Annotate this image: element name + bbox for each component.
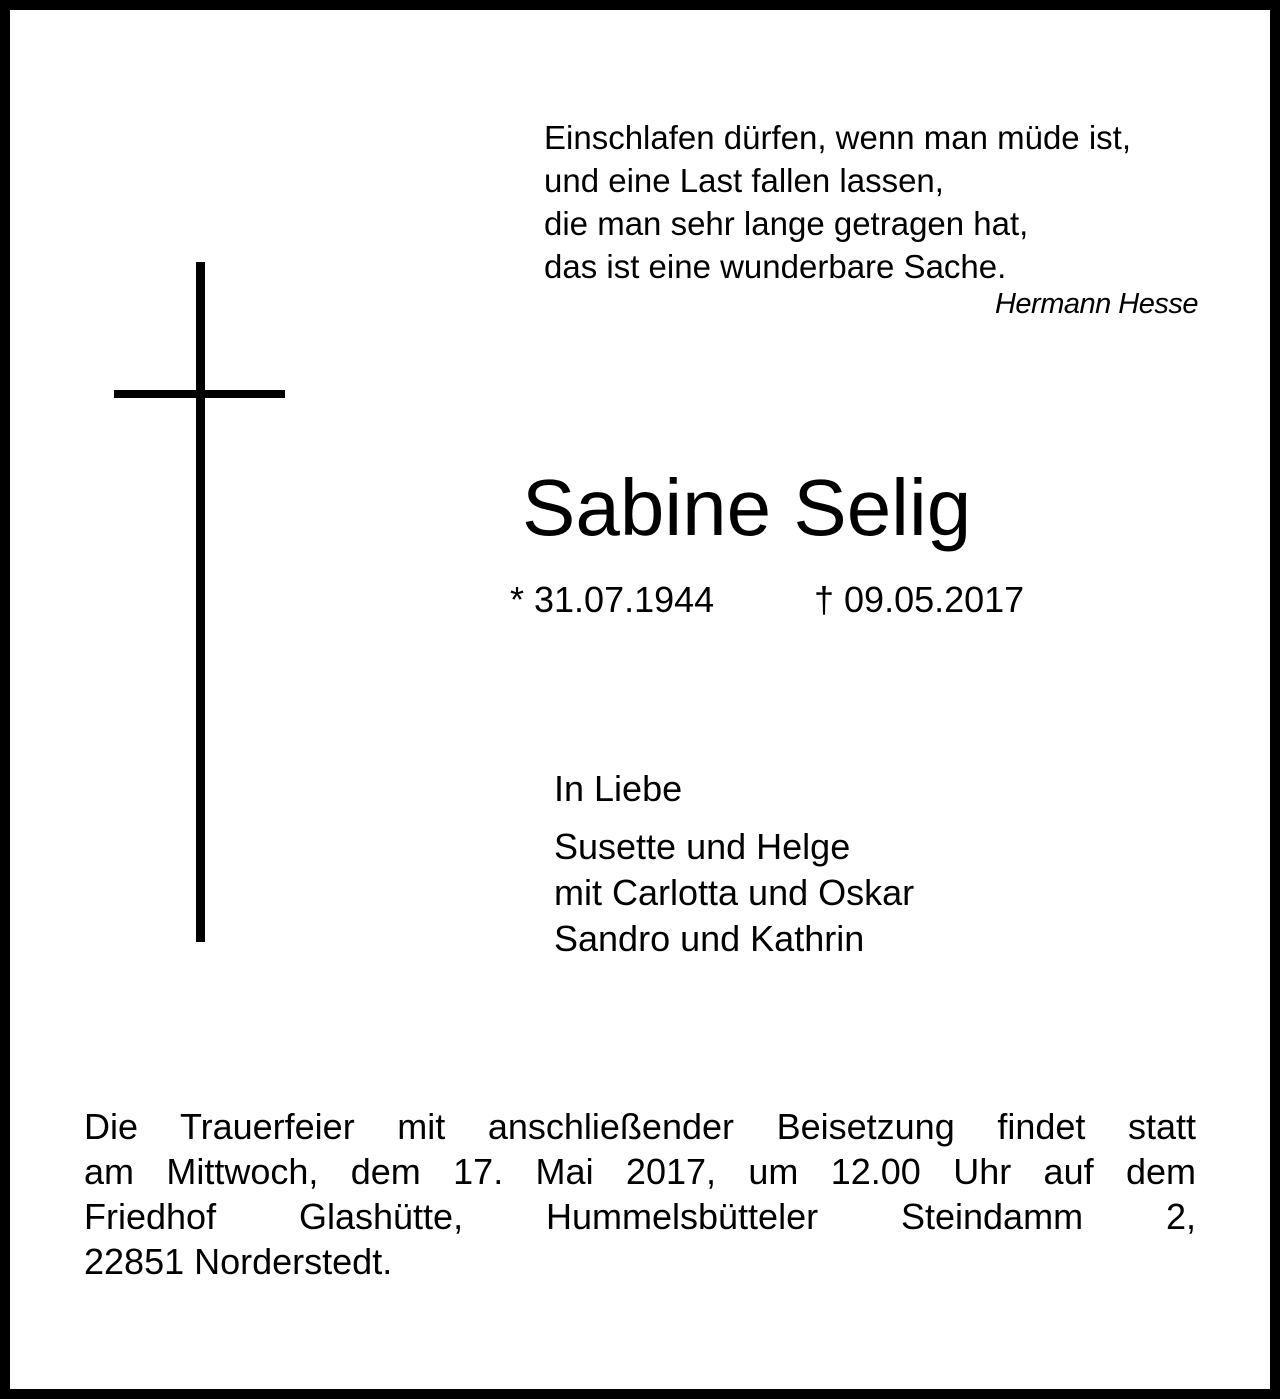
quote-line: Einschlafen dürfen, wenn man müde ist, <box>544 119 1131 156</box>
mourners <box>554 766 1194 962</box>
mourners-intro: In Liebe <box>554 768 683 809</box>
quote-line: das ist eine wunderbare Sache. <box>544 248 1007 285</box>
service-line: Die Trauerfeier mit anschließender Beisetzung findet statt <box>84 1106 1196 1147</box>
quote-line: und eine Last fallen lassen, <box>544 162 944 199</box>
mourner-line: mit Carlotta und Oskar <box>554 872 915 913</box>
death-date: † 09.05.2017 <box>814 579 1025 620</box>
quote <box>544 116 1204 288</box>
service-line: Friedhof Glashütte, Hummelsbütteler Steindamm 2, <box>84 1196 1196 1237</box>
service-line: 22851 Norderstedt. <box>84 1241 393 1282</box>
quote-author: Hermann Hesse <box>994 288 1198 320</box>
mourner-line: Sandro und Kathrin <box>554 918 865 959</box>
deceased-name: Sabine Selig <box>522 463 972 552</box>
service-notice <box>84 1104 1196 1284</box>
birth-date: * 31.07.1944 <box>510 579 715 620</box>
cross-icon <box>110 262 290 944</box>
service-line: am Mittwoch, dem 17. Mai 2017, um 12.00 Uhr auf dem <box>84 1151 1196 1192</box>
mourner-line: Susette und Helge <box>554 826 851 867</box>
quote-line: die man sehr lange getragen hat, <box>544 205 1029 242</box>
